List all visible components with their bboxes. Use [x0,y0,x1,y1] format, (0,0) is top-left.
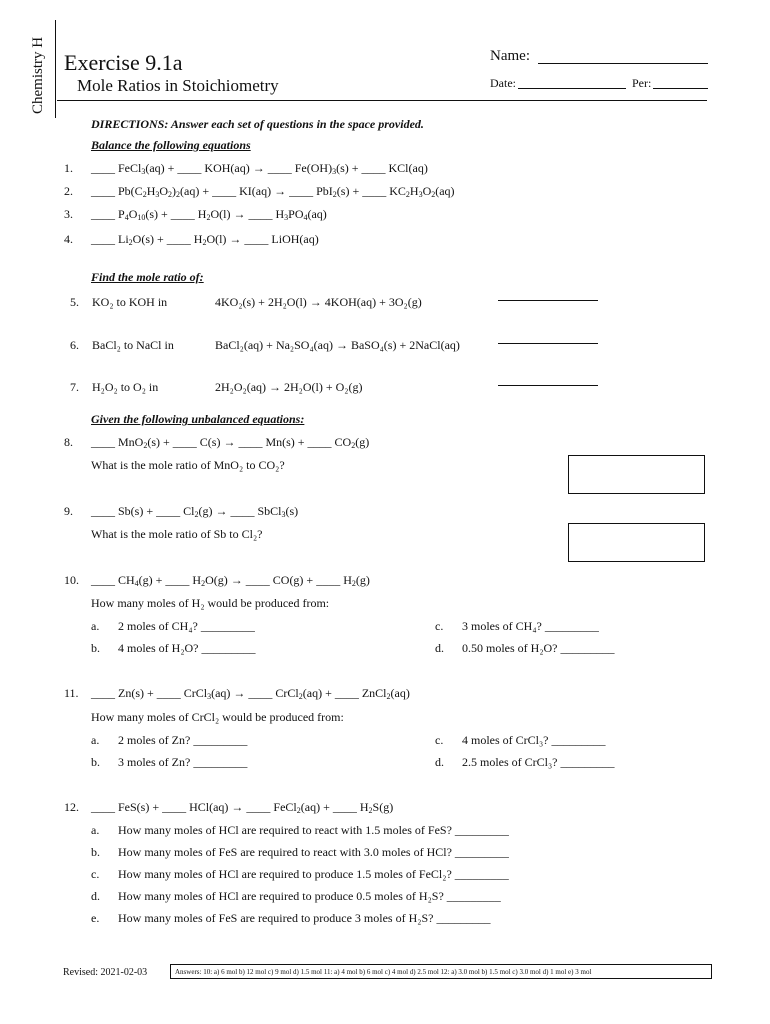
question-number: 4. [64,232,73,246]
question-number: 8. [64,435,73,449]
part-letter: b. [91,845,100,859]
part-text: How many moles of HCl are required to produce 1.5 moles of FeCl₂? _________ [118,867,509,881]
part-text: 0.50 moles of H₂O? _________ [462,641,615,655]
header-rule [57,100,707,101]
question-8: What is the mole ratio of MnO₂ to CO₂? [91,458,285,472]
revised-date: Revised: 2021-02-03 [63,967,148,978]
question-11: How many moles of CrCl₂ would be produced from: [91,710,344,724]
part-text: 3 moles of CH₄? _________ [462,619,599,633]
equation-10: ____ $CH_4(g)$ + ____ $H_2O(g)$ → ____ CO(g) + ____ $H_2(g)$ [91,573,370,588]
equation-2: ____ $Pb(C_2H_3O_2)_2(aq)$ + ____ KI(aq) → ____ PbI$_2$(s) + ____ $KC_2H_3O_2(aq)$ [91,184,455,199]
question-number: 2. [64,184,73,198]
part-text: How many moles of FeS are required to react with 3.0 moles of HCl? _________ [118,845,509,859]
question-9: What is the mole ratio of Sb to Cl₂? [91,527,263,541]
part-letter: a. [91,733,100,747]
question-number: 3. [64,207,73,221]
ratio-equation: 4KO₂(s) + 2H₂O(l) → 4KOH(aq) + 3O₂(g) [215,295,422,309]
ratio-label: H₂O₂ to O₂ in [92,380,159,394]
page-title: Exercise 9.1a [64,50,183,75]
part-letter: c. [435,619,444,633]
part-text: 4 moles of H₂O? _________ [118,641,256,655]
header-divider [55,20,56,118]
course-label: Chemistry H [30,36,46,114]
part-letter: b. [91,641,100,655]
ratio-label: KO₂ to KOH in [92,295,168,309]
part-text: 2.5 moles of CrCl₃? _________ [462,755,615,769]
part-letter: c. [435,733,444,747]
date-field-line[interactable] [518,88,626,89]
answer-line[interactable] [498,385,598,386]
date-label: Date: [490,76,516,90]
answer-line[interactable] [498,300,598,301]
section-mole-ratio: Find the mole ratio of: [91,270,204,284]
part-letter: a. [91,619,100,633]
part-letter: d. [91,889,100,903]
question-number: 6. [70,338,79,352]
question-10: How many moles of H₂ would be produced from: [91,596,330,610]
directions: DIRECTIONS: Answer each set of questions in the space provided. [91,117,424,131]
part-letter: a. [91,823,100,837]
answer-line[interactable] [498,343,598,344]
answer-box[interactable] [568,455,705,494]
page-subtitle: Mole Ratios in Stoichiometry [77,76,279,95]
question-number: 1. [64,161,73,175]
equation-1: ____ FeCl$_3$(aq) + ____ KOH(aq) → ____ $Fe(OH)_3(s)$ + ____ KCl(aq) [91,161,428,176]
question-number: 12. [64,800,79,814]
equation-4: ____ $Li_2O(s)$ + ____ $H_2O(l)$ → ____ LiOH(aq) [91,232,319,247]
part-letter: c. [91,867,100,881]
part-text: How many moles of HCl are required to produce 0.5 moles of H₂S? _________ [118,889,501,903]
answer-key: Answers: 10: a) 6 mol b) 12 mol c) 9 mol d) 1.5 mol 11: a) 4 mol b) 6 mol c) 4 mol d) 2.5 mol 12: a) 3.0 mol b) 1.5 mol c) 3.0 mol d) 1 mol e) 3 mol [170,964,712,979]
part-text: How many moles of HCl are required to react with 1.5 moles of FeS? _________ [118,823,509,837]
ratio-equation: BaCl₂(aq) + Na₂SO₄(aq) → BaSO₄(s) + 2NaCl(aq) [215,338,460,352]
equation-3: ____ $P_4O_{10}(s)$ + ____ $H_2O(l)$ → ____ $H_3PO_4(aq)$ [91,207,327,222]
section-given: Given the following unbalanced equations: [91,412,305,426]
period-label: Per: [632,76,652,90]
part-letter: d. [435,641,444,655]
equation-9: ____ Sb(s) + ____ $Cl_2(g)$ → ____ SbCl$_3$(s) [91,504,299,519]
part-letter: b. [91,755,100,769]
question-number: 9. [64,504,73,518]
question-number: 10. [64,573,79,587]
question-number: 7. [70,380,79,394]
equation-11: ____ Zn(s) + ____ CrCl$_3$(aq) → ____ CrCl$_2$(aq) + ____ ZnCl$_2$(aq) [91,686,410,701]
part-text: 4 moles of CrCl₃? _________ [462,733,606,747]
ratio-label: BaCl₂ to NaCl in [92,338,174,352]
ratio-equation: 2H₂O₂(aq) → 2H₂O(l) + O₂(g) [215,380,363,394]
part-text: How many moles of FeS are required to produce 3 moles of H₂S? _________ [118,911,491,925]
name-field-line[interactable] [538,63,708,64]
part-text: 3 moles of Zn? _________ [118,755,248,769]
name-label: Name: [490,48,530,64]
part-letter: d. [435,755,444,769]
answer-box[interactable] [568,523,705,562]
part-letter: e. [91,911,100,925]
part-text: 2 moles of CH₄? _________ [118,619,255,633]
period-field-line[interactable] [653,88,708,89]
question-number: 11. [64,686,79,700]
section-balance: Balance the following equations [91,138,251,152]
question-number: 5. [70,295,79,309]
equation-12: ____ FeS(s) + ____ HCl(aq) → ____ FeCl$_2$(aq) + ____ $H_2S(g)$ [91,800,394,815]
equation-8: ____ MnO$_2$(s) + ____ C(s) → ____ Mn(s) + ____ $CO_2(g)$ [91,435,370,450]
part-text: 2 moles of Zn? _________ [118,733,248,747]
